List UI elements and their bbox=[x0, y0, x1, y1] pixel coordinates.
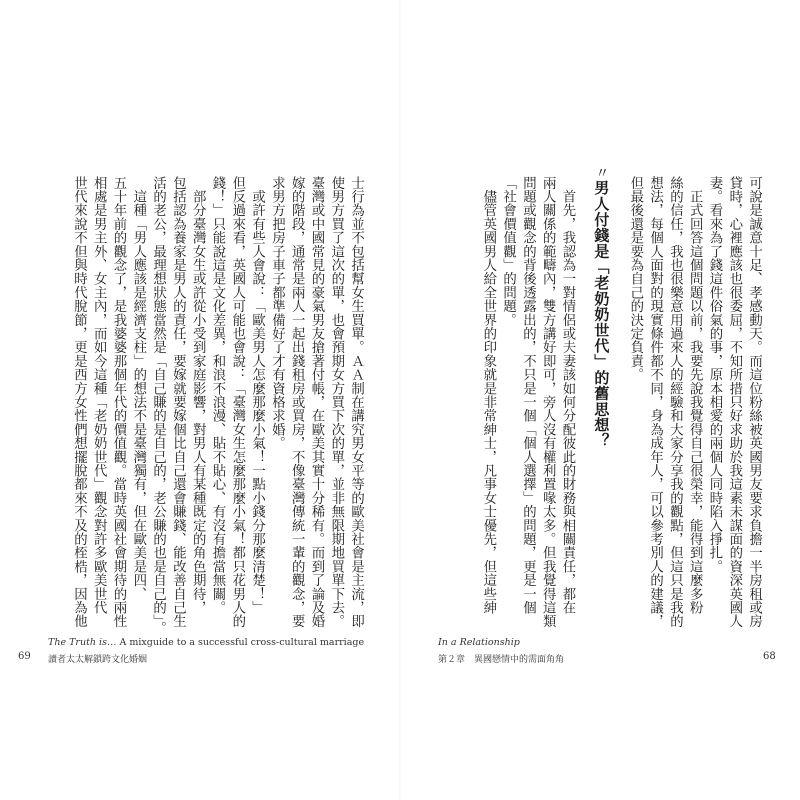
left-page-column: 包括認為養家是男人的責任，要嫁就要嫁個比自己還會賺錢、能改善自己生 bbox=[170, 176, 186, 629]
right-page-column: 想法，每個人面對的現實條件都不同，身為成年人，可以參考別人的建議， bbox=[647, 176, 663, 629]
right-page-column: 正式回答這個問題以前，我要先說我覺得自己很榮幸，能得到這麼多粉 bbox=[687, 176, 703, 615]
left-footer-en-rest: A mixguide to a successful cross-cultural marriage bbox=[119, 637, 365, 648]
right-page-column: 「社會價值觀」的問題。 bbox=[500, 176, 516, 327]
right-footer-en: In a Relationship bbox=[438, 637, 520, 648]
left-page-column: 使男方買了這次的單，也會預期女方買下次的單，並非無限期地買單下去。 bbox=[328, 176, 344, 629]
right-page-number: 68 bbox=[763, 651, 776, 662]
right-page-column: 問題或觀念的背後透露出的，不只是一個「個人選擇」的問題，更是一個 bbox=[520, 176, 536, 615]
right-page-column: 首先，我認為一對情侶或夫妻該如何分配彼此的財務與相關責任，都在 bbox=[559, 176, 575, 615]
left-page-column: 嫁的階段，通常是兩人一起出錢租房或買房，不像臺灣傳統一輩的觀念，要 bbox=[289, 176, 305, 629]
left-page-column: 或許有些人會說：「歐美男人怎麼那麼小氣！一點小錢分那麼清楚！」 bbox=[249, 176, 265, 615]
left-page-column: 世代來說不但與時代脫節，更是西方女性們想擺脫都來不及的桎梏，因為他 bbox=[71, 176, 87, 629]
left-page-column: 這種「男人應該是經濟支柱」的想法不是臺灣獨有，但在歐美是四、 bbox=[130, 176, 146, 601]
right-page-column: 儘管英國男人給全世界的印象就是非常紳士，凡事女士優先，但這些紳 bbox=[480, 176, 496, 615]
right-page-column: 貸時，心裡應該也很委屈，不知所措只好求助於我這素未謀面的資深英國人 bbox=[726, 176, 742, 629]
left-footer-en-italic: The Truth is… bbox=[48, 637, 117, 648]
left-footer-zh: 讀者太太解鎖跨文化婚姻 bbox=[48, 655, 148, 665]
right-page-column: 可說是誠意十足、孝感動天。而這位粉絲被英國男友要求負擔一半房租或房 bbox=[746, 176, 762, 629]
left-page-column: 五十年前的觀念了，是我婆婆那個年代的價值觀。當時英國社會期待的兩性 bbox=[110, 176, 126, 629]
section-heading: 男人付錢是「老奶奶世代」的舊思想？ bbox=[592, 180, 611, 449]
left-page-column: 相處是男主外、女主內，而如今這種「老奶奶世代」觀念對許多歐美世代 bbox=[91, 176, 107, 615]
left-page-column: 求男方把房子車子都準備好了才有資格求婚。 bbox=[269, 176, 285, 450]
left-page-column: 部分臺灣女生或許從小受到家庭影響，對男人有某種既定的角色期待， bbox=[190, 176, 206, 615]
left-page-column: 活的老公，最理想狀態當然是「自己賺的是自己的，老公賺的也是自己的」。 bbox=[150, 176, 166, 636]
right-page-column: 兩人關係的範疇內，雙方講好即可，旁人沒有權利置喙太多。但我覺得這類 bbox=[540, 176, 556, 629]
left-page-column: 但反過來看，英國人可能也會說：「臺灣女生怎麼那麼小氣！都只花男人的 bbox=[229, 176, 245, 629]
right-page-column: 但最後還是要為自己的決定負責。 bbox=[627, 176, 643, 382]
left-page-column: 臺灣或中國常見的豪氣男友搶著付帳，在歐美其實十分稀有。而到了論及婚 bbox=[308, 176, 324, 629]
right-page-column: 絲的信任，我也很樂意用過來人的經驗和大家分享我的觀點，但這只是我的 bbox=[667, 176, 683, 629]
left-page-column: 士行為並不包括幫女生買單。ＡＡ制在講究男女平等的歐美社會是主流，即 bbox=[348, 176, 364, 629]
left-footer-en bbox=[48, 637, 364, 648]
left-page-column: 錢！」只能說這是文化差異，和浪不浪漫、貼不貼心、有沒有擔當無關。 bbox=[209, 176, 225, 615]
right-page-column: 妻。看來為了錢這件俗氣的事，原本相愛的兩個人同時陷入掙扎。 bbox=[706, 176, 722, 574]
left-page-number: 69 bbox=[18, 651, 31, 662]
right-footer-zh: 第２章 異國戀情中的需面角角 bbox=[438, 655, 565, 665]
heading-quote-mark: 〃 bbox=[595, 166, 610, 182]
